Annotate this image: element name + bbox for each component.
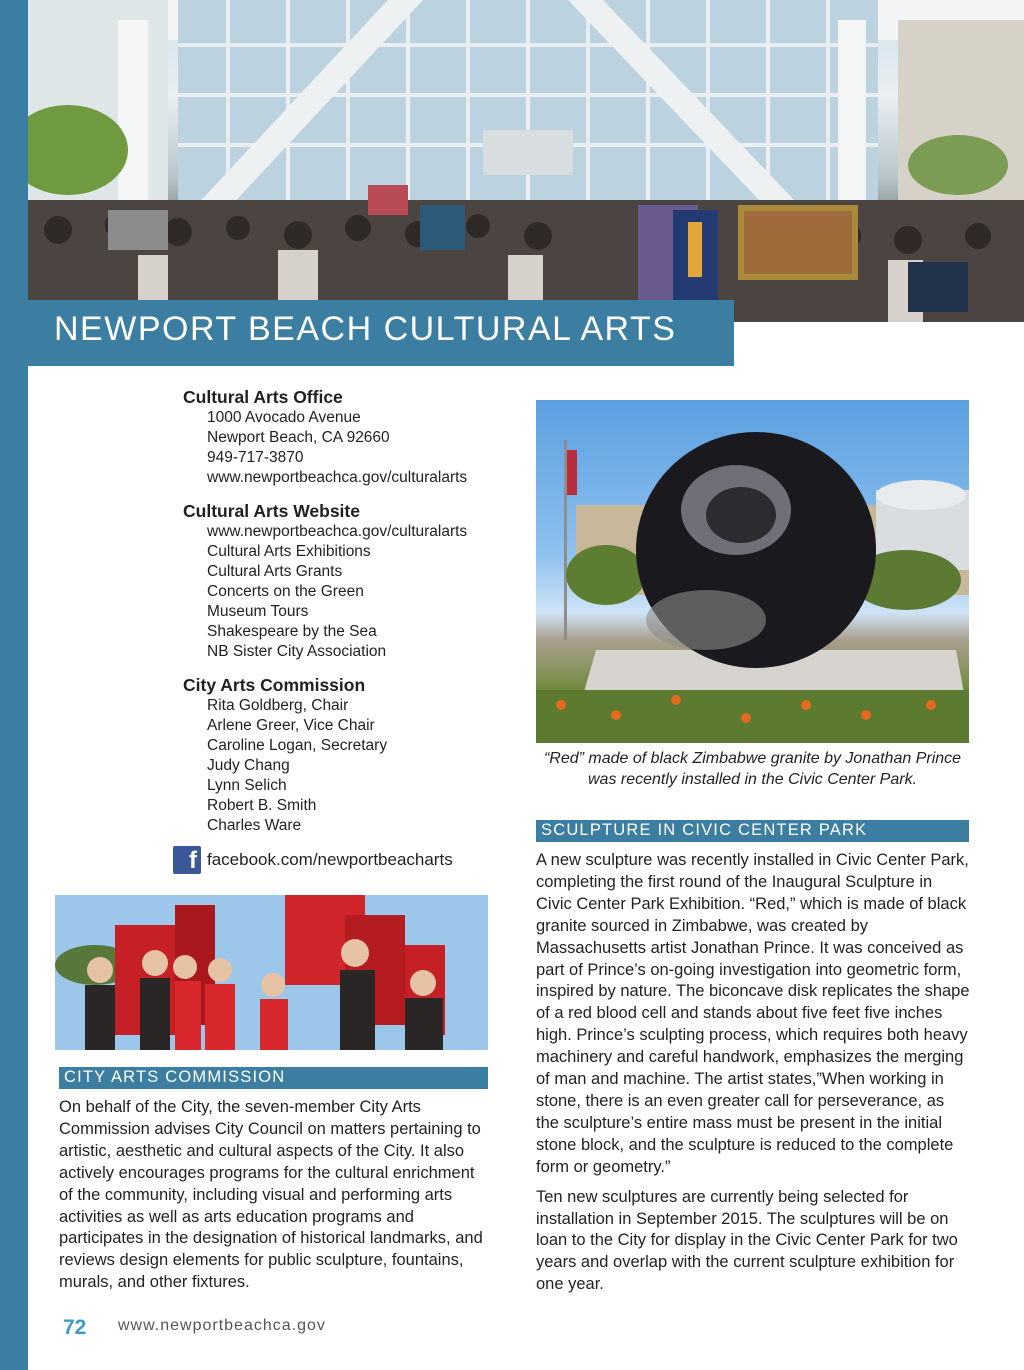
commission-member: Rita Goldberg, Chair xyxy=(207,697,349,714)
commission-member: Judy Chang xyxy=(207,757,290,774)
commission-member: Lynn Selich xyxy=(207,777,287,794)
office-phone: 949-717-3870 xyxy=(207,449,304,466)
footer-url-link[interactable]: www.newportbeachca.gov xyxy=(118,1317,326,1334)
office-city-line: Newport Beach, CA 92660 xyxy=(207,429,390,446)
office-heading: Cultural Arts Office xyxy=(183,387,343,407)
city-arts-body xyxy=(59,1097,491,1294)
website-heading: Cultural Arts Website xyxy=(183,501,360,521)
sculpture-caption: “Red” made of black Zimbabwe granite by Jonathan Prince was recently installed in the Civic Center Park. xyxy=(543,750,962,788)
office-block xyxy=(183,386,523,488)
website-url-link[interactable]: www.newportbeachca.gov/culturalarts xyxy=(207,523,468,540)
commission-block xyxy=(183,674,523,836)
website-item: Concerts on the Green xyxy=(207,583,364,600)
city-arts-paragraph: On behalf of the City, the seven-member City Arts Commission advises City Council on matters pertaining to artistic, aesthetic and cultural aspects of the City. It also actively encourages programs for the cultural enrichment of the community, including visual and performing arts activities as well as arts education programs and participates in the designation of historical landmarks, and reviews design elements for public sculpture, fountains, murals, and other fixtures. xyxy=(59,1098,483,1292)
sculpture-paragraph-1: A new sculpture was recently installed in Civic Center Park, completing the first round of the Inaugural Sculpture in Civic Center Park Exhibition. “Red,” which is made of black granite sourced in Zimbabwe, was created by Massachusetts artist Jonathan Prince. It was conceived as part of Prince’s on-going investigation into geometric form, inspired by nature. The biconcave disk replicates the shape of a red blood cell and stands about five feet five inches high. Prince’s sculpting process, which requires both heavy machinery and careful handwork, emphasizes the merging of man and machine. The artist states,”When working in stone, there is an even greater call for perseverance, as the sculpture’s entire mass must be present in the initial stone block, and the sculpture is reduced to the complete form or geometry.” xyxy=(536,851,970,1176)
office-url-link[interactable]: www.newportbeachca.gov/culturalarts xyxy=(207,469,468,486)
left-color-bar xyxy=(0,0,28,1370)
facebook-url: facebook.com/newportbeacharts xyxy=(207,850,453,869)
commission-heading: City Arts Commission xyxy=(183,675,366,695)
sculpture-heading-bar xyxy=(536,820,969,842)
commission-group-photo xyxy=(55,895,488,1050)
website-block xyxy=(183,500,523,662)
page-title: NEWPORT BEACH CULTURAL ARTS xyxy=(54,310,677,348)
page-number: 72 xyxy=(63,1316,87,1339)
commission-member: Charles Ware xyxy=(207,817,302,834)
website-item: Museum Tours xyxy=(207,603,309,620)
commission-member: Robert B. Smith xyxy=(207,797,317,814)
hero-photo xyxy=(28,0,1024,322)
city-arts-heading-bar xyxy=(59,1067,488,1089)
office-address-line: 1000 Avocado Avenue xyxy=(207,409,361,426)
commission-member: Arlene Greer, Vice Chair xyxy=(207,717,375,734)
city-arts-heading: CITY ARTS COMMISSION xyxy=(64,1068,286,1086)
commission-member: Caroline Logan, Secretary xyxy=(207,737,388,754)
info-list xyxy=(183,386,523,848)
website-item: Cultural Arts Exhibitions xyxy=(207,543,371,560)
facebook-icon: f xyxy=(173,846,201,874)
sculpture-paragraph-2: Ten new sculptures are currently being selected for installation in September 2015. The sculptures will be on loan to the City for display in the Civic Center Park for two years and overlap with the current sculpture exhibition for one year. xyxy=(536,1187,958,1294)
sculpture-photo xyxy=(536,400,969,743)
website-item: Shakespeare by the Sea xyxy=(207,623,377,640)
facebook-link[interactable] xyxy=(173,845,453,875)
title-banner xyxy=(28,300,734,366)
sculpture-heading: SCULPTURE IN CIVIC CENTER PARK xyxy=(541,821,868,839)
website-item: NB Sister City Association xyxy=(207,643,387,660)
sculpture-body xyxy=(536,850,971,1296)
website-item: Cultural Arts Grants xyxy=(207,563,343,580)
